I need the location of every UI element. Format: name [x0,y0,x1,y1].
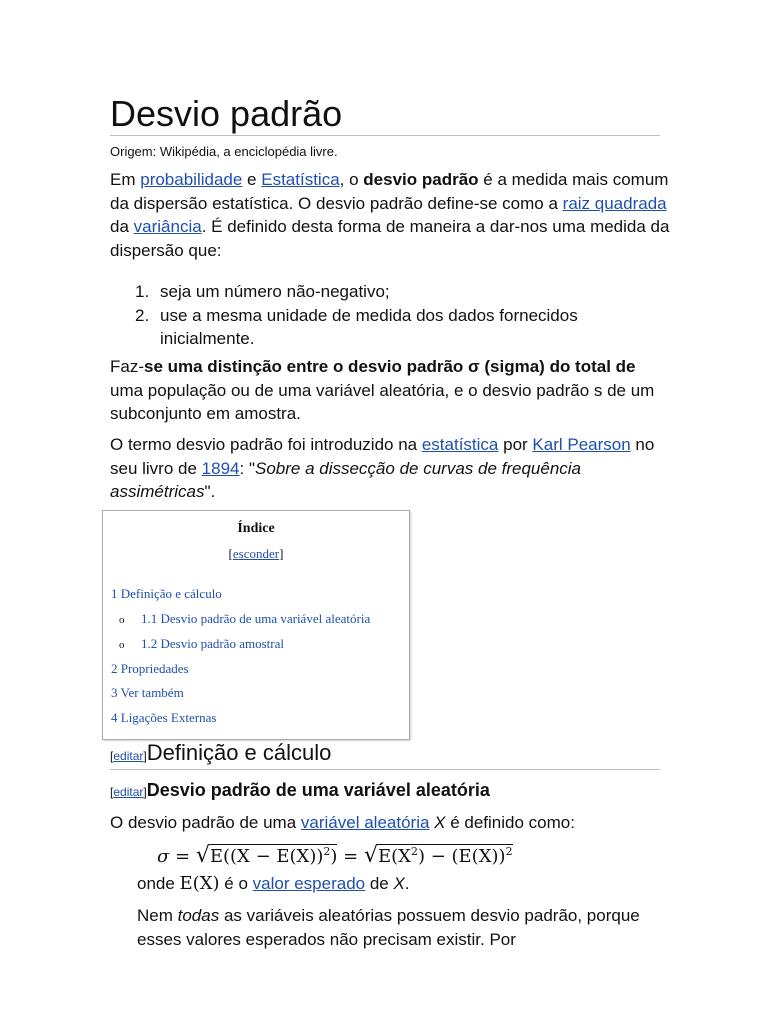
toc-hide-control [103,546,409,562]
intro-paragraph [110,168,670,262]
emphasis-todas: todas [177,906,220,925]
formula-lhs: σ = [157,846,196,867]
toc-hide-link[interactable]: esconder [232,546,280,561]
edit-link-variavel[interactable]: editar [113,785,144,799]
formula-radicand-1 [210,844,338,867]
edit-bracket-open: [ [110,749,114,763]
edit-control [110,749,147,763]
intro-text-2: e [242,170,262,189]
para2-text-1: Faz- [110,357,144,376]
link-raiz-quadrada[interactable]: raiz quadrada [562,193,667,213]
edit-bracket-close: ] [143,749,147,763]
para3-text-4: : " [239,458,255,478]
para6-text-1: Nem [137,906,178,925]
toc-subitem-amostral [119,636,284,652]
sqrt-icon: √ [195,843,210,868]
list-text: use a mesma unidade de medida dos dados fornecidos inicialmente. [160,305,578,348]
intro-text-3: , o [339,170,364,189]
definition-paragraph [110,811,670,835]
section-heading-definicao [110,738,331,771]
toc-bullet: o [119,614,125,626]
list-text: seja um número não-negativo; [160,282,390,301]
list-number: 1. [135,282,150,301]
para6-text-2: as variáveis aleatórias possuem desvio padrão, porque esses valores esperados não precisam existir. Por [137,906,640,949]
edit-bracket-close: ] [143,785,147,799]
para3-text-2: por [498,435,533,454]
para5-text-2: é o [219,874,253,893]
section-title-definicao: Definição e cálculo [146,740,332,765]
toc-item-ver-tambem[interactable]: 3 Ver também [111,685,184,700]
toc-bracket-open: [ [228,546,233,561]
origin-note: Origem: Wikipédia, a enciclopédia livre. [110,144,338,159]
subsection-heading-variavel [110,777,490,805]
edit-control [110,785,147,799]
edit-bracket-open: [ [110,785,114,799]
history-paragraph [110,433,670,504]
toc-subitem-variavel [119,611,370,627]
intro-text-5: da [110,217,134,236]
table-of-contents [102,510,410,740]
para5-text-3: de [365,874,394,893]
toc-bracket-close: ] [279,546,284,561]
formula-inner-1: E((X − E(X)) [209,846,324,867]
para3-text-1: O termo desvio padrão foi introduzido na [110,435,422,454]
list-number: 2. [135,305,150,325]
para3-text-5: ". [204,482,216,501]
link-estatistica-2[interactable]: estatística [421,435,499,454]
toc-bullet: o [119,639,125,651]
intro-text-6: . É definido desta forma de maneira a dar-nos uma medida da dispersão que: [110,217,670,260]
toc-item-definicao[interactable]: 1 Definição e cálculo [111,586,222,601]
list-item [135,304,635,351]
link-estatistica[interactable]: Estatística [261,170,340,189]
variable-x: X [434,813,446,832]
link-variavel-aleatoria[interactable]: variável aleatória [300,813,430,832]
title-divider [110,135,660,136]
toc-item-propriedades[interactable]: 2 Propriedades [111,661,189,676]
formula-radicand-2 [378,844,513,867]
link-variancia[interactable]: variância [133,217,202,236]
formula-exponent: 2 [505,845,513,858]
book-title: Sobre a dissecção de curvas de frequência assimétricas [110,458,582,501]
formula-exponent: 2 [410,845,418,858]
para3-text-3: no seu livro de [110,435,655,478]
intro-bold-term: desvio padrão [363,170,479,189]
link-karl-pearson[interactable]: Karl Pearson [532,435,631,454]
edit-link-definicao[interactable]: editar [113,749,144,763]
para5-text-1: onde [137,874,180,893]
variable-x-2: X [393,874,405,893]
para2-text-2: uma população ou de uma variável aleatória, e o desvio padrão s de um subconjunto em amostra. [110,380,655,423]
std-dev-formula [157,838,513,871]
para2-emphasis: se uma distinção entre o desvio padrão σ (sigma) do total de [144,357,636,376]
toc-link-variavel[interactable]: 1.1 Desvio padrão de uma variável aleatória [141,611,371,626]
formula-inner-2b: ) − (E(X)) [417,846,506,867]
para4-text-3: é definido como: [445,813,575,832]
list-item [135,280,635,304]
link-1894[interactable]: 1894 [201,458,240,478]
intro-text-1: Em [110,170,141,189]
toc-item-ligacoes[interactable]: 4 Ligações Externas [111,710,217,725]
toc-link-amostral[interactable]: 1.2 Desvio padrão amostral [141,636,284,651]
para4-text-1: O desvio padrão de uma [110,813,301,832]
link-probabilidade[interactable]: probabilidade [140,170,243,189]
expected-value-paragraph [137,872,657,896]
expected-value-symbol: E(X) [179,873,220,894]
sqrt-icon: √ [363,843,378,868]
formula-close-1: ) [330,846,338,867]
link-valor-esperado[interactable]: valor esperado [252,874,366,893]
page-title: Desvio padrão [110,93,343,134]
formula-inner-2a: E(X [377,846,411,867]
subsection-title-variavel: Desvio padrão de uma variável aleatória [146,780,490,800]
formula-exponent: 2 [323,845,331,858]
existence-paragraph [137,904,657,951]
properties-list [135,280,635,351]
section-divider [110,769,660,770]
distinction-paragraph [110,355,670,426]
intro-text-4: é a medida mais comum da dispersão estatística. O desvio padrão define-se como a [110,170,669,213]
formula-equals: = [337,846,364,867]
toc-title: Índice [237,521,275,536]
para5-text-4: . [404,874,410,893]
